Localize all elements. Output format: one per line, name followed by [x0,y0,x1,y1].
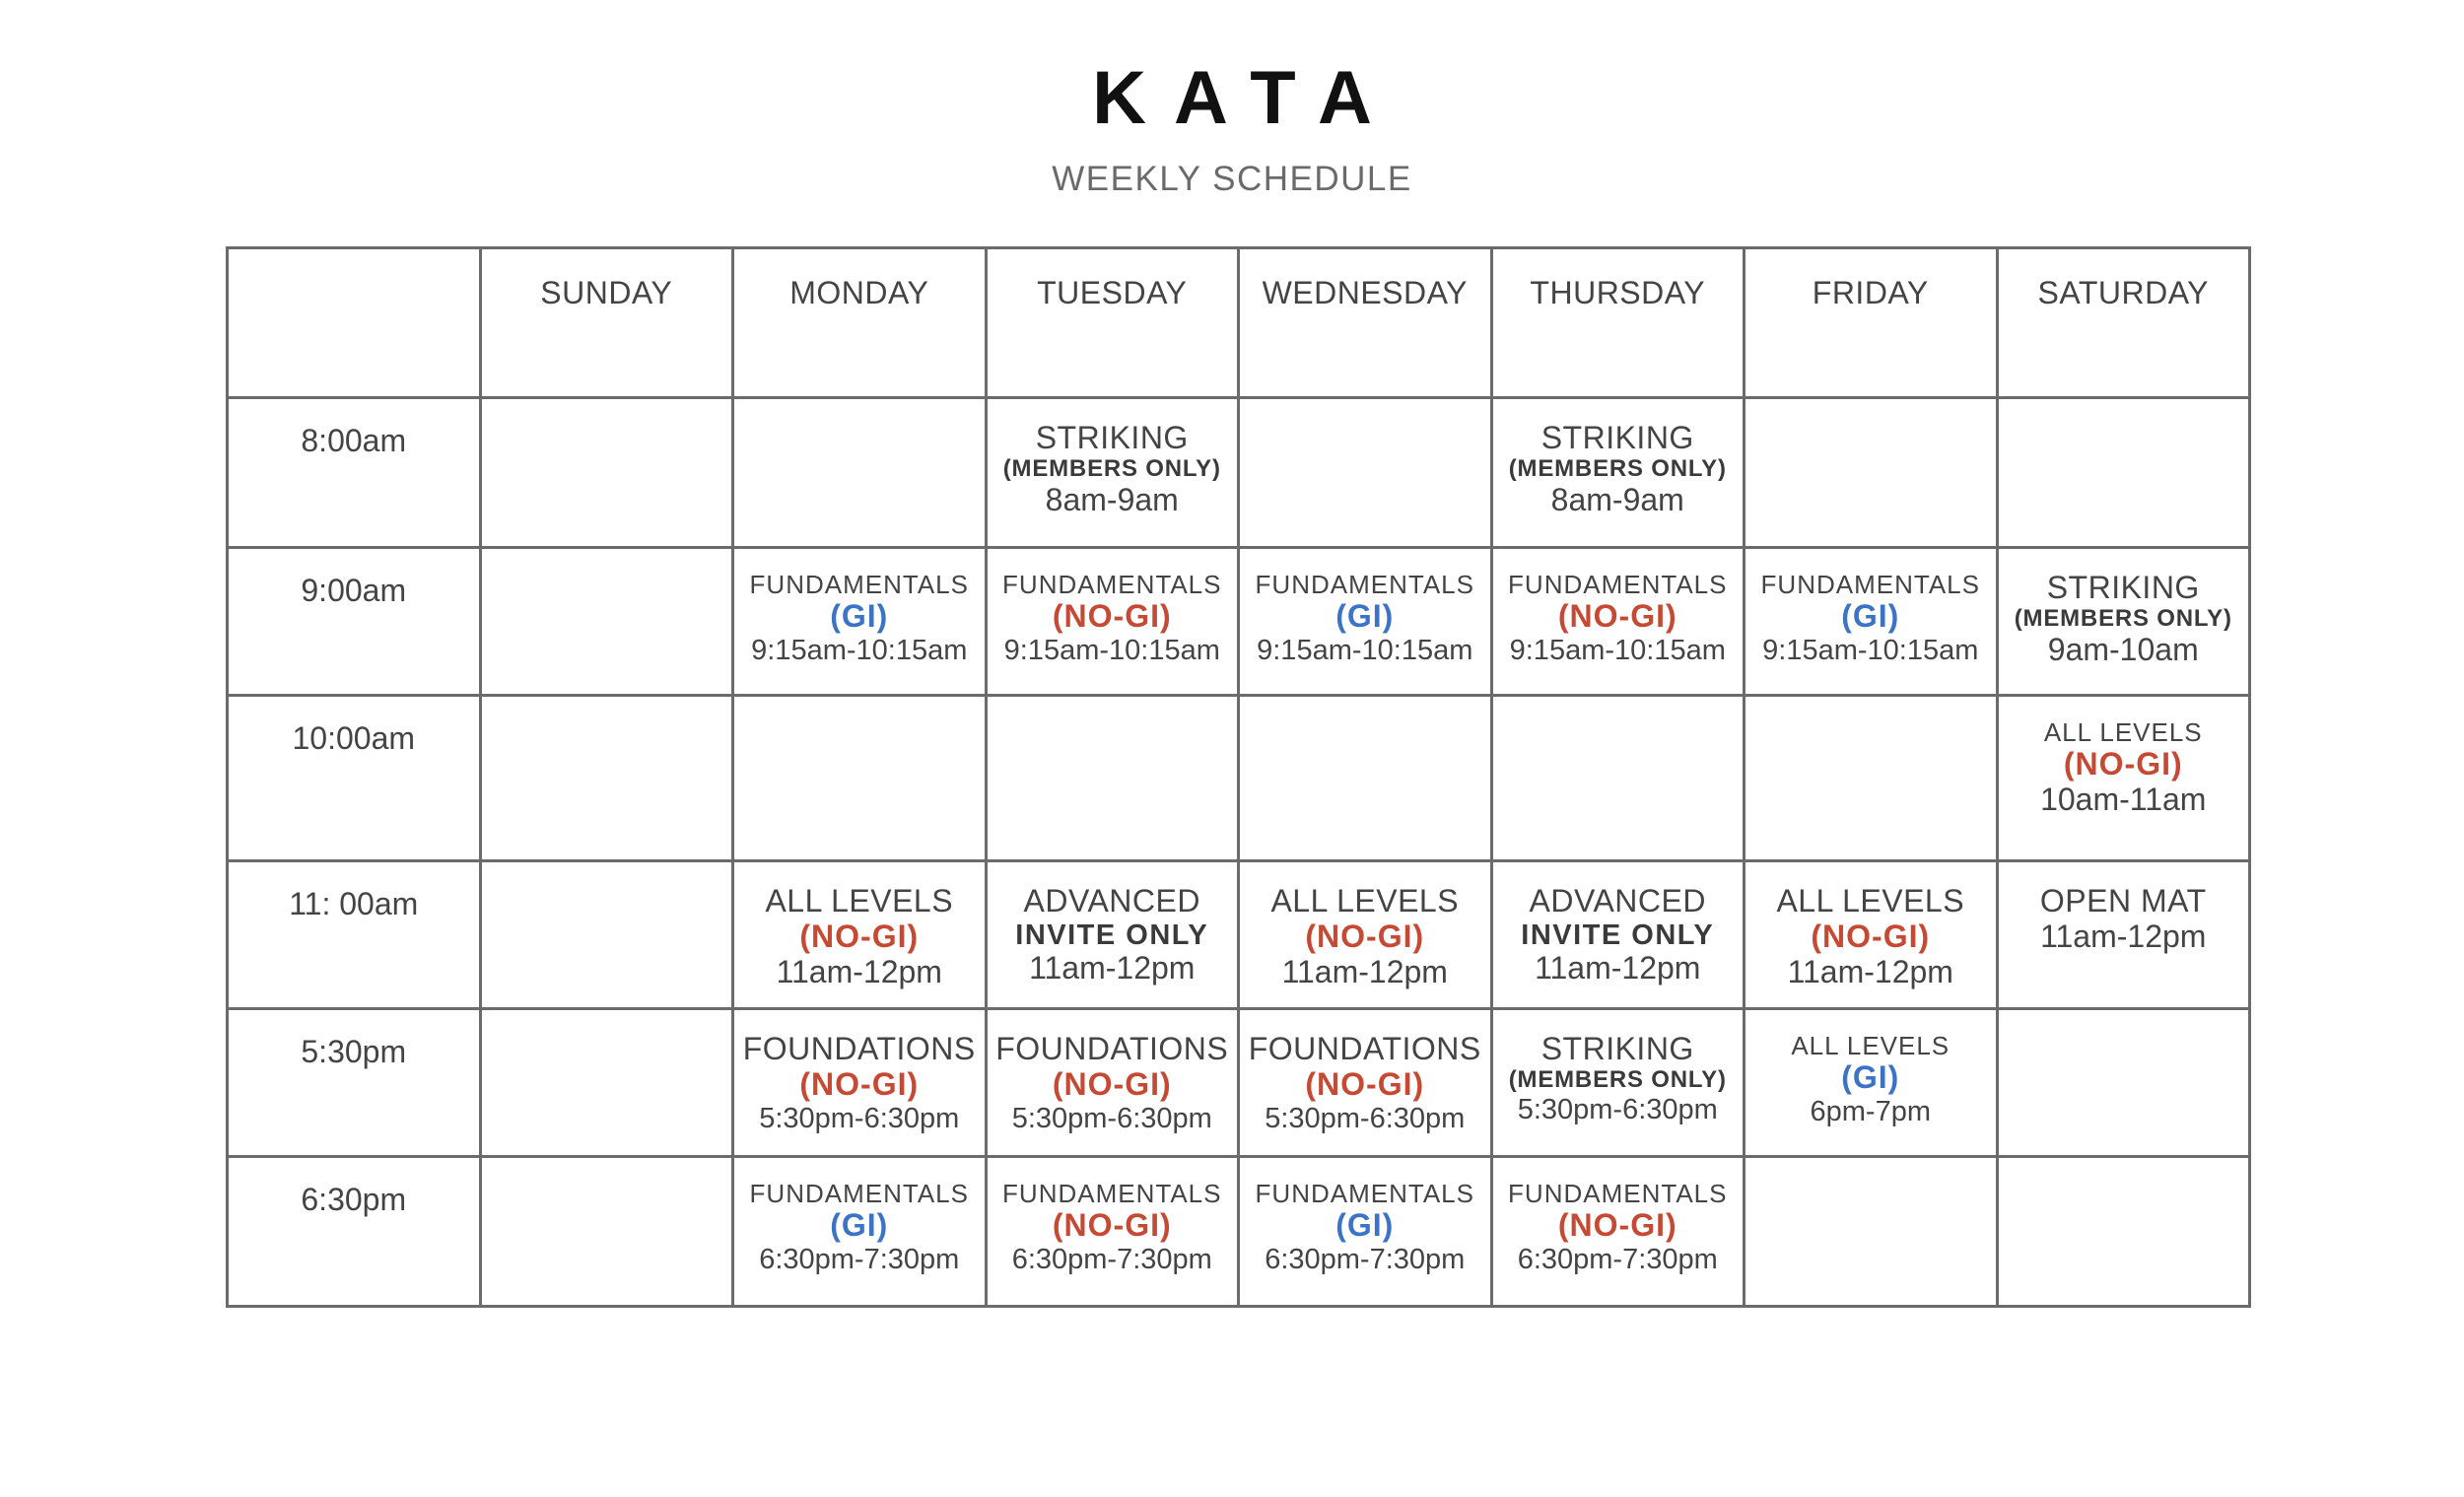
class-tag: (NO-GI) [1811,918,1931,954]
class-hours: 6pm-7pm [1810,1095,1931,1127]
class-tag: (NO-GI) [1305,1065,1425,1102]
class-name: STRIKING [1540,420,1694,455]
class-name: FUNDAMENTALS [1508,1179,1728,1208]
class-name: FUNDAMENTALS [1002,1179,1222,1208]
class-name: STRIKING [1035,420,1189,455]
corner-cell [228,248,481,398]
class-cell [1491,398,1745,548]
class-hours: 6:30pm-7:30pm [1265,1243,1466,1275]
class-tag: (NO-GI) [1052,1065,1172,1102]
class-hours: 11am-12pm [1535,950,1701,987]
class-cell [1745,861,1998,1009]
class-tag: (GI) [1335,598,1395,635]
class-hours: 6:30pm-7:30pm [1011,1243,1212,1275]
class-note: (MEMBERS ONLY) [2014,604,2232,632]
day-header-row [228,248,2250,398]
class-note: (MEMBERS ONLY) [1002,454,1221,482]
empty-cell [1239,398,1492,548]
empty-cell [1745,1157,1998,1307]
time-label: 10:00am [228,696,481,861]
class-name: ALL LEVELS [1791,1031,1951,1060]
class-tag: (GI) [1335,1207,1395,1244]
class-hours: 9am-10am [2047,631,2199,667]
empty-cell [480,1157,733,1307]
day-header-sunday: SUNDAY [480,248,733,398]
class-name: OPEN MAT [2039,883,2207,919]
class-note: INVITE ONLY [1015,919,1209,951]
class-name: FOUNDATIONS [1248,1031,1481,1066]
class-hours: 9:15am-10:15am [1509,634,1726,666]
schedule-row-530pm [228,1009,2250,1157]
class-name: FUNDAMENTALS [749,1179,969,1208]
class-tag: (NO-GI) [2063,746,2183,783]
class-name: ADVANCED [1023,883,1200,919]
class-cell [1239,861,1492,1009]
class-cell [1491,548,1745,696]
class-name: ALL LEVELS [765,883,954,919]
day-header-tuesday: TUESDAY [986,248,1239,398]
class-hours: 11am-12pm [1281,953,1448,989]
day-header-friday: FRIDAY [1745,248,1998,398]
class-cell [986,861,1239,1009]
class-name: ALL LEVELS [2043,717,2203,747]
class-hours: 5:30pm-6:30pm [1265,1102,1466,1134]
empty-cell [1997,1009,2250,1157]
class-hours: 11am-12pm [1029,950,1196,987]
class-tag: (GI) [830,598,889,635]
day-header-thursday: THURSDAY [1491,248,1745,398]
class-name: FUNDAMENTALS [749,570,969,599]
class-tag: (GI) [1841,1059,1900,1096]
class-name: FUNDAMENTALS [1760,570,1980,599]
empty-cell [1239,696,1492,861]
class-cell [986,1009,1239,1157]
time-label: 11: 00am [228,861,481,1009]
class-hours: 5:30pm-6:30pm [1517,1093,1718,1125]
class-name: FOUNDATIONS [995,1031,1229,1066]
class-cell [1491,1157,1745,1307]
class-tag: (GI) [1841,598,1900,635]
class-hours: 10am-11am [2040,781,2207,817]
class-tag: (NO-GI) [799,918,920,954]
empty-cell [733,696,987,861]
class-tag: (NO-GI) [1557,1207,1677,1244]
class-hours: 9:15am-10:15am [1762,634,1979,666]
class-cell [1239,1009,1492,1157]
empty-cell [1997,1157,2250,1307]
class-cell [1491,1009,1745,1157]
class-cell [986,548,1239,696]
class-hours: 9:15am-10:15am [1257,634,1473,666]
class-hours: 5:30pm-6:30pm [759,1102,960,1134]
class-cell [986,398,1239,548]
class-tag: (NO-GI) [1305,918,1425,954]
schedule-row-630pm [228,1157,2250,1307]
empty-cell [1491,696,1745,861]
empty-cell [1745,696,1998,861]
class-name: FUNDAMENTALS [1508,570,1728,599]
class-tag: (NO-GI) [1052,1207,1172,1244]
empty-cell [480,696,733,861]
page-subtitle: WEEKLY SCHEDULE [1052,160,1412,198]
page-title: KATA [1092,56,1400,140]
time-label: 9:00am [228,548,481,696]
class-name: STRIKING [2046,570,2200,605]
class-tag: (NO-GI) [1557,598,1677,635]
class-name: FOUNDATIONS [742,1031,976,1066]
class-hours: 9:15am-10:15am [1003,634,1220,666]
empty-cell [480,861,733,1009]
day-header-saturday: SATURDAY [1997,248,2250,398]
class-name: ALL LEVELS [1776,883,1965,919]
schedule-row-8am [228,398,2250,548]
class-cell [733,861,987,1009]
class-hours: 6:30pm-7:30pm [759,1243,960,1275]
schedule-row-11am [228,861,2250,1009]
empty-cell [986,696,1239,861]
class-hours: 5:30pm-6:30pm [1011,1102,1212,1134]
day-header-wednesday: WEDNESDAY [1239,248,1492,398]
class-hours: 8am-9am [1550,481,1684,517]
class-name: STRIKING [1540,1031,1694,1066]
class-cell [733,1157,987,1307]
class-name: FUNDAMENTALS [1255,570,1474,599]
class-tag: (GI) [830,1207,889,1244]
class-hours: 11am-12pm [776,953,942,989]
time-label: 5:30pm [228,1009,481,1157]
class-cell [1239,1157,1492,1307]
class-cell [1745,1009,1998,1157]
class-cell [1997,696,2250,861]
class-cell [733,1009,987,1157]
day-header-monday: MONDAY [733,248,987,398]
class-cell [1491,861,1745,1009]
empty-cell [480,1009,733,1157]
class-cell [1745,548,1998,696]
class-note: INVITE ONLY [1521,919,1715,951]
class-note: (MEMBERS ONLY) [1508,454,1727,482]
schedule-table [226,246,2251,1308]
class-hours: 8am-9am [1045,481,1179,517]
class-note: (MEMBERS ONLY) [1508,1065,1727,1093]
class-cell [1239,548,1492,696]
class-name: ADVANCED [1529,883,1706,919]
schedule-row-9am [228,548,2250,696]
class-cell [733,548,987,696]
empty-cell [1997,398,2250,548]
time-label: 6:30pm [228,1157,481,1307]
class-tag: (NO-GI) [1052,598,1172,635]
class-cell [986,1157,1239,1307]
empty-cell [1745,398,1998,548]
class-cell [1997,548,2250,696]
class-hours: 11am-12pm [1787,953,1953,989]
empty-cell [733,398,987,548]
time-label: 8:00am [228,398,481,548]
schedule-row-10am [228,696,2250,861]
class-hours: 9:15am-10:15am [751,634,968,666]
class-cell [1997,861,2250,1009]
empty-cell [480,548,733,696]
class-name: FUNDAMENTALS [1255,1179,1474,1208]
class-name: FUNDAMENTALS [1002,570,1222,599]
class-tag: (NO-GI) [799,1065,920,1102]
class-hours: 11am-12pm [2040,918,2207,954]
empty-cell [480,398,733,548]
class-hours: 6:30pm-7:30pm [1517,1243,1718,1275]
class-name: ALL LEVELS [1270,883,1460,919]
